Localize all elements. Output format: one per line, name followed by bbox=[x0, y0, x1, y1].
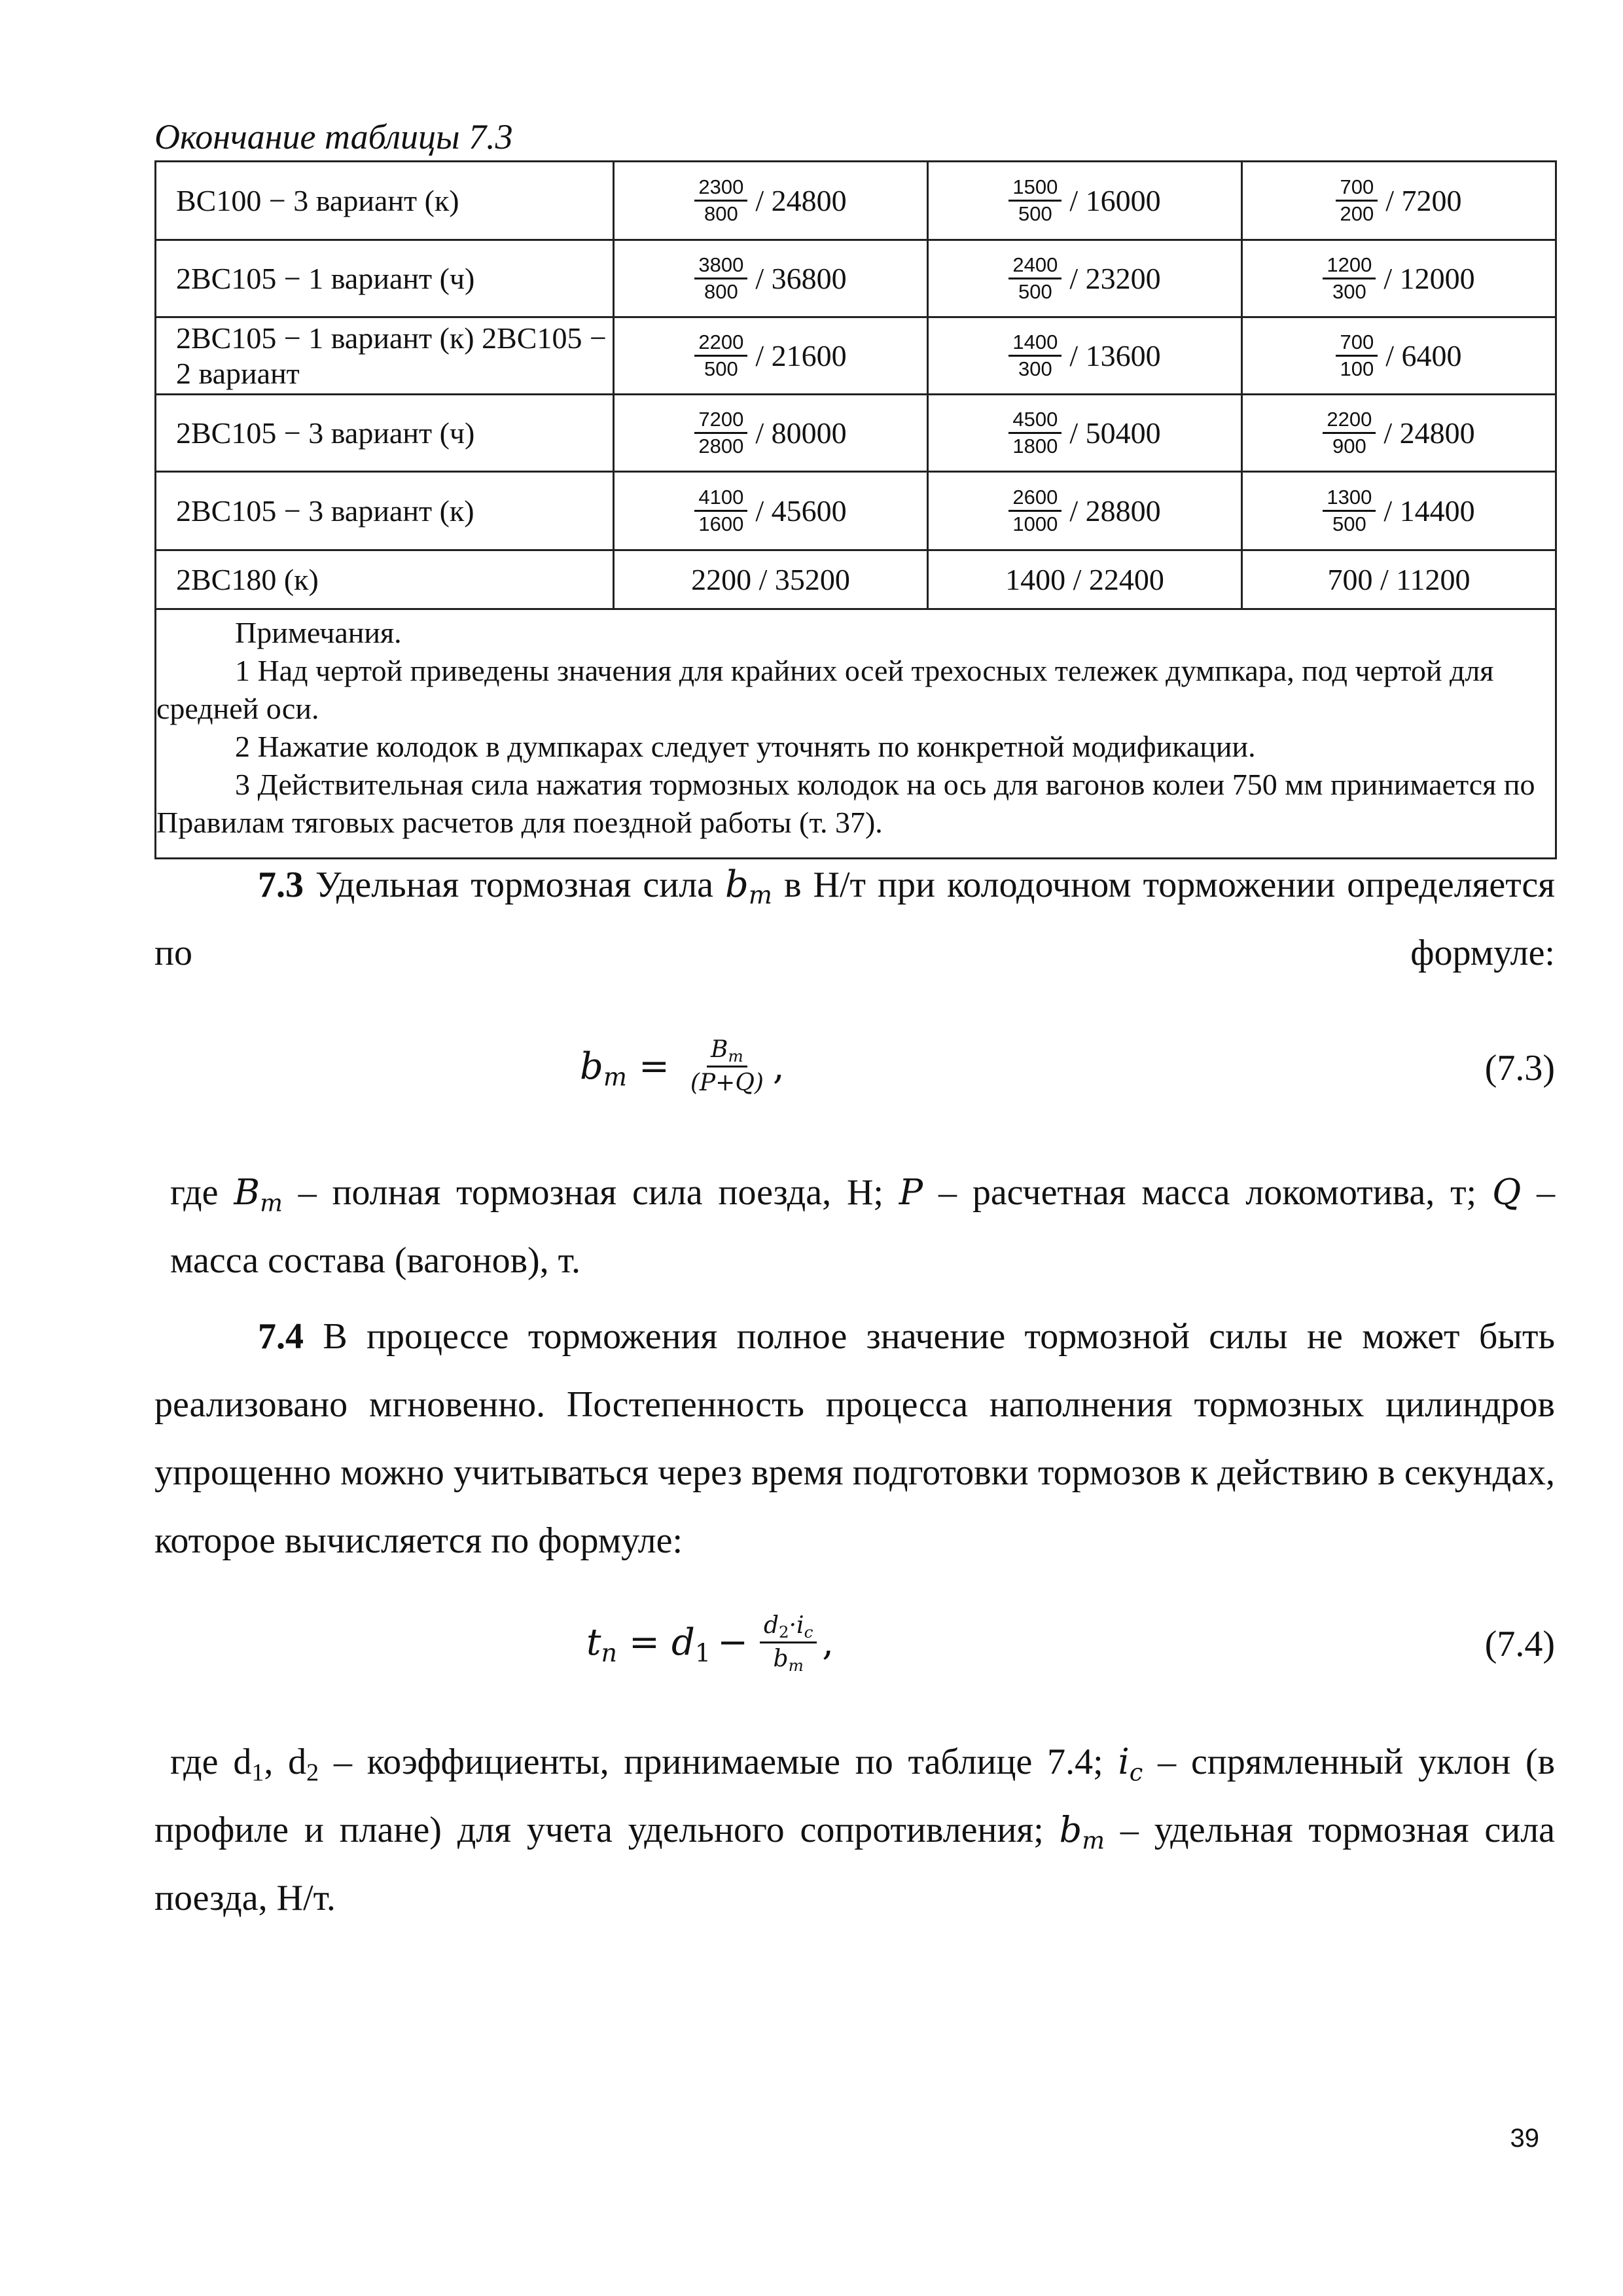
total-value: / 23200 bbox=[1069, 262, 1161, 295]
row-label: ВС100 − 3 вариант (к) bbox=[156, 162, 614, 240]
where-text: – спрямленный уклон (в профиле и плане) для учета удельного сопротивления; bbox=[154, 1742, 1556, 1850]
value-cell bbox=[1242, 240, 1556, 317]
notes-row bbox=[156, 609, 1556, 859]
value-cell bbox=[1242, 395, 1556, 472]
fraction-denominator: 500 bbox=[1332, 512, 1366, 535]
total-value: / 7200 bbox=[1385, 184, 1462, 217]
table-row bbox=[156, 240, 1556, 317]
fraction-numerator: 1500 bbox=[1008, 175, 1061, 202]
total-value: / 36800 bbox=[755, 262, 847, 295]
section-7-3-paragraph bbox=[154, 851, 1555, 987]
row-label: 2ВС180 (к) bbox=[156, 550, 614, 609]
total-value: / 13600 bbox=[1069, 339, 1161, 372]
total-value: / 45600 bbox=[755, 494, 847, 528]
axle-fraction bbox=[694, 485, 747, 537]
row-label: 2ВС105 − 3 вариант (ч) bbox=[156, 395, 614, 472]
value-cell bbox=[1242, 317, 1556, 395]
fraction-numerator: 2300 bbox=[694, 175, 747, 202]
equation-number: (7.4) bbox=[1484, 1624, 1555, 1664]
value-cell bbox=[614, 317, 928, 395]
formula-7-3: $b_m$ = $\frac{B_m}{(P+Q)}$ , (7.3) bbox=[154, 1021, 1555, 1126]
axle-fraction bbox=[1323, 485, 1376, 537]
fraction-numerator: 4500 bbox=[1008, 407, 1061, 434]
axle-fraction bbox=[1008, 253, 1061, 304]
section-text: Удельная тормозная сила bbox=[315, 865, 713, 905]
section-text: В процессе торможения полное значение тормозной силы не может быть реализовано мгновенно. Постепенность процесса наполнения тормозных цилиндров упрощенно можно учитываться через время подготовки тормозов к действию в секундах, которое вычисляется по формуле: bbox=[154, 1316, 1555, 1561]
axle-fraction bbox=[694, 253, 747, 304]
axle-fraction bbox=[1008, 175, 1061, 226]
fraction-denominator: 1800 bbox=[1012, 435, 1058, 457]
symbol-bm: $b_m$ bbox=[725, 863, 773, 910]
formula-numerator: B bbox=[711, 1036, 728, 1063]
value-cell bbox=[614, 240, 928, 317]
where-text: – bbox=[1537, 1172, 1556, 1213]
fraction-denominator: 500 bbox=[704, 357, 738, 380]
fraction-denominator: 900 bbox=[1332, 435, 1366, 457]
table-notes bbox=[156, 609, 1556, 859]
brake-force-table bbox=[154, 160, 1557, 859]
axle-fraction bbox=[1008, 407, 1061, 459]
notes-title: Примечания. bbox=[235, 616, 402, 649]
total-value: / 80000 bbox=[755, 416, 847, 450]
fraction-denominator: 100 bbox=[1340, 357, 1374, 380]
fraction-denominator: 2800 bbox=[698, 435, 744, 457]
where-text: – удельная тормозная сила поезда, Н/т. bbox=[154, 1810, 1555, 1918]
value-cell bbox=[614, 395, 928, 472]
value-cell bbox=[1242, 472, 1556, 550]
axle-fraction bbox=[694, 175, 747, 226]
where-word: где bbox=[170, 1742, 219, 1782]
axle-fraction bbox=[694, 407, 747, 459]
fraction-numerator: 2600 bbox=[1008, 485, 1061, 512]
fraction-denominator: 300 bbox=[1018, 357, 1052, 380]
fraction-numerator: 2200 bbox=[694, 330, 747, 357]
note-item: 3 Действительная сила нажатия тормозных колодок на ось для вагонов колеи 750 мм принимается по Правилам тяговых расчетов для поездной работы (т. 37). bbox=[156, 768, 1535, 839]
where-7-3-line2 bbox=[154, 1227, 1555, 1295]
axle-fraction bbox=[694, 330, 747, 382]
where-word: где bbox=[170, 1172, 219, 1213]
axle-fraction bbox=[1323, 253, 1376, 304]
table-row bbox=[156, 395, 1556, 472]
fraction-numerator: 2200 bbox=[1323, 407, 1376, 434]
note-item: 2 Нажатие колодок в думпкарах следует уточнять по конкретной модификации. bbox=[235, 730, 1256, 763]
where-text: – расчетная масса локомотива, т; bbox=[938, 1172, 1477, 1213]
total-value: / 16000 bbox=[1069, 184, 1161, 217]
formula-7-4: $t_n$ = $d_1$ − $\frac{d_2\cdot i_c}{b_m}$ , (7.4) bbox=[154, 1597, 1555, 1702]
page-number: 39 bbox=[1510, 2124, 1539, 2153]
axle-fraction bbox=[1008, 485, 1061, 537]
fraction-numerator: 3800 bbox=[694, 253, 747, 279]
row-label: 2ВС105 − 1 вариант (к) 2ВС105 − 2 вариант bbox=[156, 317, 614, 395]
axle-fraction bbox=[1336, 330, 1378, 382]
equation-number: (7.3) bbox=[1484, 1048, 1555, 1088]
fraction-numerator: 2400 bbox=[1008, 253, 1061, 279]
table-row bbox=[156, 472, 1556, 550]
row-label: 2ВС105 − 3 вариант (к) bbox=[156, 472, 614, 550]
where-text: – полная тормозная сила поезда, Н; bbox=[298, 1172, 883, 1213]
row-label: 2ВС105 − 1 вариант (ч) bbox=[156, 240, 614, 317]
total-value: / 6400 bbox=[1385, 339, 1462, 372]
value-cell: 1400 / 22400 bbox=[928, 550, 1242, 609]
formula-denominator: (P+Q) bbox=[690, 1069, 764, 1096]
table-row bbox=[156, 550, 1556, 609]
table-row bbox=[156, 162, 1556, 240]
fraction-numerator: 4100 bbox=[694, 485, 747, 512]
section-text: в Н/т при колодочном торможении определяется по формуле: bbox=[154, 865, 1556, 973]
section-7-4-paragraph bbox=[154, 1302, 1555, 1575]
value-cell bbox=[928, 240, 1242, 317]
value-cell bbox=[928, 472, 1242, 550]
axle-fraction bbox=[1336, 175, 1378, 226]
value-cell bbox=[614, 472, 928, 550]
fraction-denominator: 500 bbox=[1018, 280, 1052, 303]
total-value: / 28800 bbox=[1069, 494, 1161, 528]
value-cell: 700 / 11200 bbox=[1242, 550, 1556, 609]
fraction-denominator: 800 bbox=[704, 280, 738, 303]
axle-fraction bbox=[1008, 330, 1061, 382]
fraction-numerator: 1200 bbox=[1323, 253, 1376, 279]
fraction-numerator: 700 bbox=[1336, 175, 1378, 202]
total-value: / 24800 bbox=[755, 184, 847, 217]
table-row bbox=[156, 317, 1556, 395]
total-value: / 14400 bbox=[1383, 494, 1475, 528]
fraction-numerator: 1400 bbox=[1008, 330, 1061, 357]
fraction-denominator: 1600 bbox=[698, 512, 744, 535]
where-text: – коэффициенты, принимаемые по таблице 7.4; bbox=[334, 1742, 1103, 1782]
total-value: / 50400 bbox=[1069, 416, 1161, 450]
note-item: 1 Над чертой приведены значения для крайних осей трехосных тележек думпкара, под чертой для средней оси. bbox=[156, 654, 1494, 725]
total-value: / 24800 bbox=[1383, 416, 1475, 450]
value-cell: 2200 / 35200 bbox=[614, 550, 928, 609]
table-caption: Окончание таблицы 7.3 bbox=[154, 117, 513, 156]
where-7-4-paragraph: где $d_1$, $d_2$ – коэффициенты, принимаемые по таблице 7.4; $i_c$ – спрямленный уклон (в профиле и плане) для учета удельного сопротивления; $b_m$ – удельная тормозная сила поезда, Н/т. bbox=[154, 1741, 1556, 1918]
fraction-denominator: 800 bbox=[704, 202, 738, 225]
section-number: 7.4 bbox=[258, 1316, 304, 1357]
fraction-denominator: 300 bbox=[1332, 280, 1366, 303]
value-cell bbox=[1242, 162, 1556, 240]
total-value: / 12000 bbox=[1383, 262, 1475, 295]
fraction-denominator: 200 bbox=[1340, 202, 1374, 225]
axle-fraction bbox=[1323, 407, 1376, 459]
where-7-3-line1: где $B_m$ – полная тормозная сила поезда, Н; P – расчетная масса локомотива, т; Q – bbox=[170, 1172, 1556, 1217]
value-cell bbox=[928, 395, 1242, 472]
total-value: / 21600 bbox=[755, 339, 847, 372]
fraction-denominator: 500 bbox=[1018, 202, 1052, 225]
value-cell bbox=[614, 162, 928, 240]
value-cell bbox=[928, 317, 1242, 395]
fraction-numerator: 1300 bbox=[1323, 485, 1376, 512]
value-cell bbox=[928, 162, 1242, 240]
section-number: 7.3 bbox=[258, 865, 304, 905]
fraction-numerator: 700 bbox=[1336, 330, 1378, 357]
fraction-denominator: 1000 bbox=[1012, 512, 1058, 535]
fraction-numerator: 7200 bbox=[694, 407, 747, 434]
where-text: масса состава (вагонов), т. bbox=[170, 1240, 580, 1281]
